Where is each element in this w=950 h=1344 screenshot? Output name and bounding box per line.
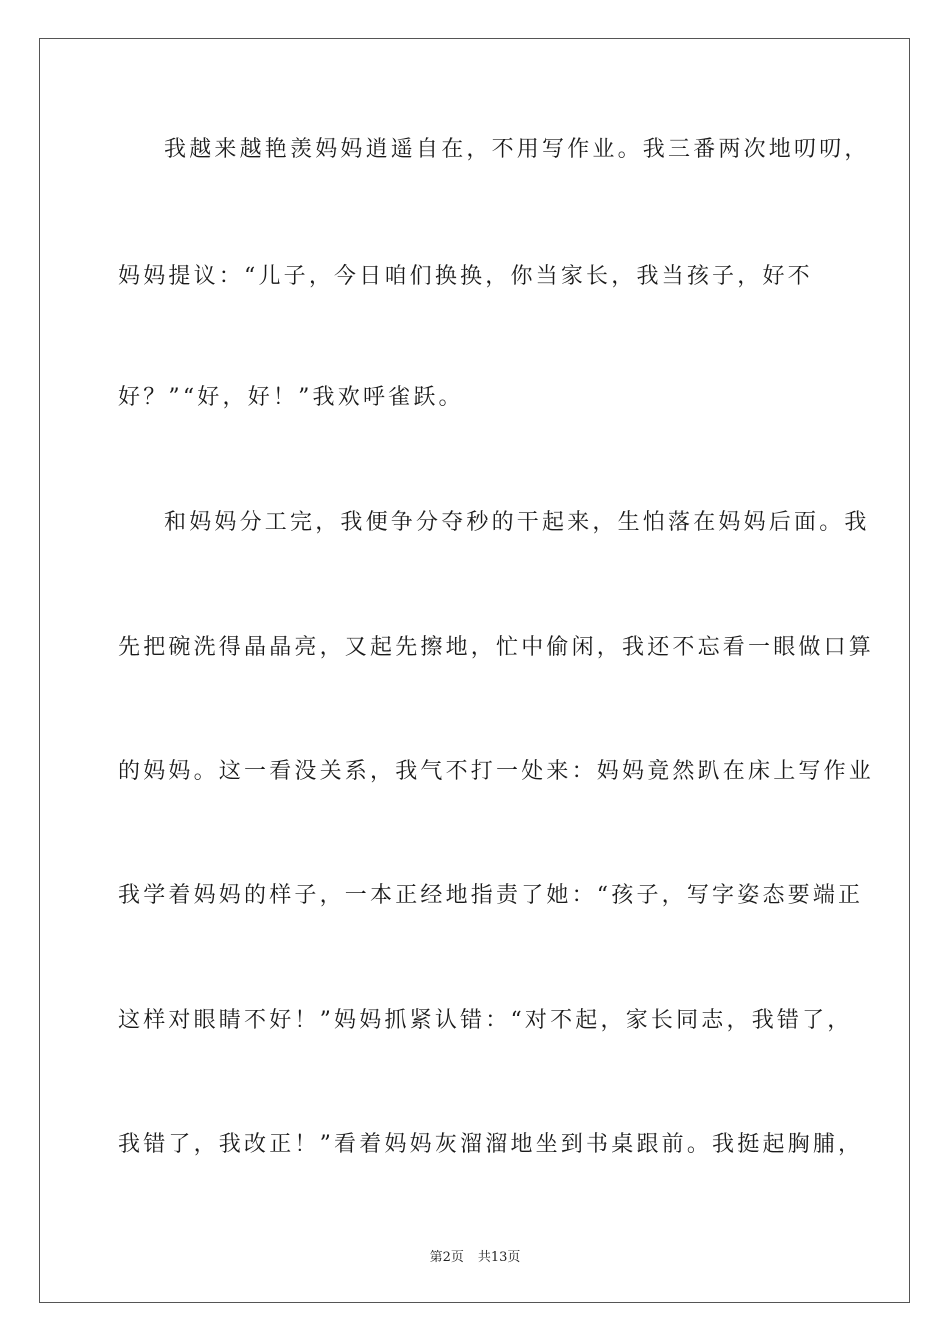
text-line: 的妈妈。这一看没关系，我气不打一处来：妈妈竟然趴在床上写作业: [118, 759, 875, 784]
page-number: 第2页: [429, 1250, 464, 1265]
text-line: 我越来越艳羡妈妈逍遥自在，不用写作业。我三番两次地叨叨，: [164, 137, 870, 162]
text-line: 我学着妈妈的样子，一本正经地指责了她：“孩子，写字姿态要端正: [118, 883, 864, 908]
text-line: 好？”“好，好！”我欢呼雀跃。: [118, 385, 464, 410]
page-footer: [0, 1246, 950, 1265]
text-line: 和妈妈分工完，我便争分夺秒的干起来，生怕落在妈妈后面。我: [164, 510, 870, 535]
text-line: 我错了，我改正！”看着妈妈灰溜溜地坐到书桌跟前。我挺起胸脯，: [118, 1132, 864, 1157]
text-line: 先把碗洗得晶晶亮，又起先擦地，忙中偷闲，我还不忘看一眼做口算: [118, 635, 875, 660]
page-total: 共13页: [477, 1250, 521, 1265]
page-border: [39, 38, 910, 1303]
text-line: 这样对眼睛不好！”妈妈抓紧认错：“对不起，家长同志，我错了，: [118, 1008, 853, 1033]
text-line: 妈妈提议：“儿子，今日咱们换换，你当家长，我当孩子，好不: [118, 264, 813, 289]
